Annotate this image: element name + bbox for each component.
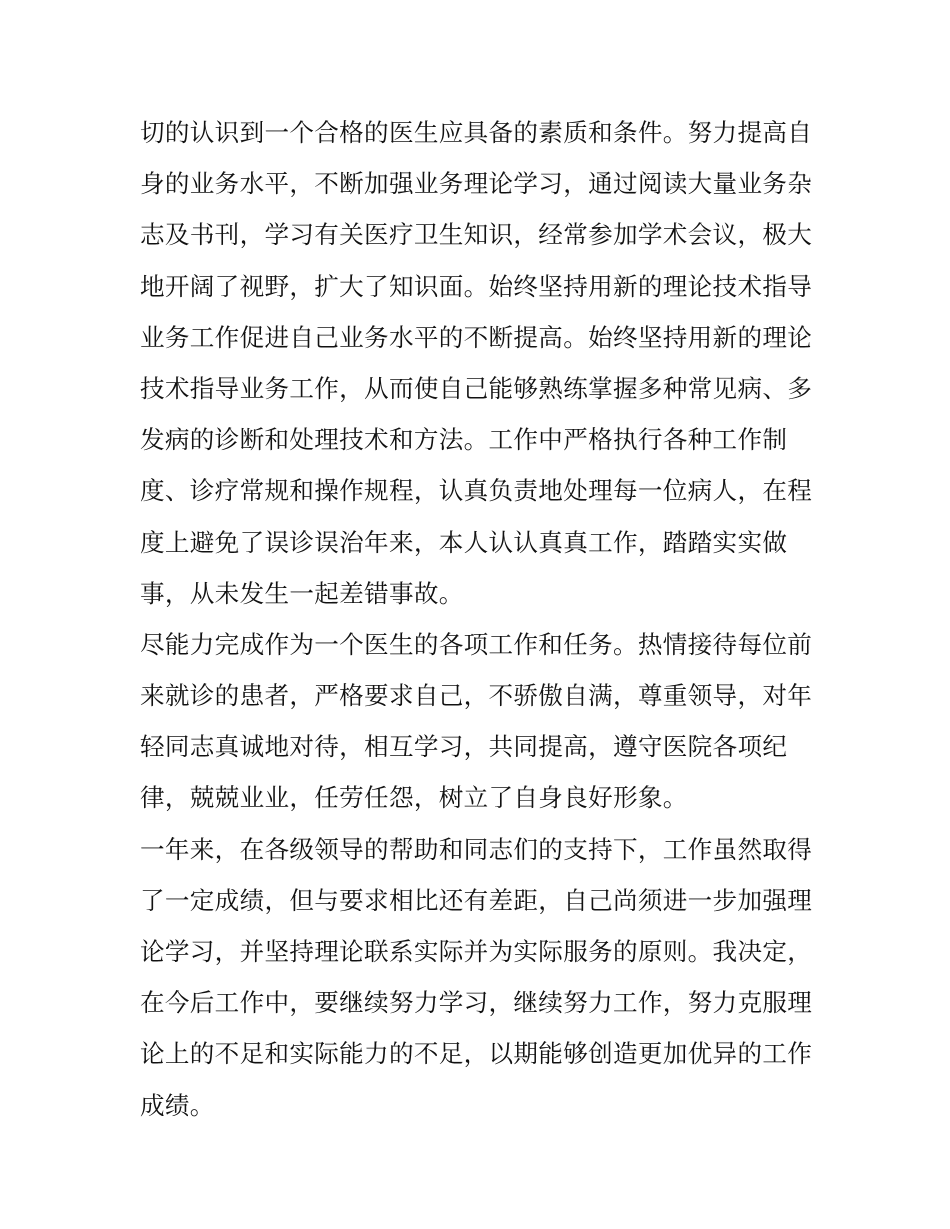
text-line: 轻同志真诚地对待，相互学习，共同提高，遵守医院各项纪 [140,732,788,762]
text-line: 一年来，在各级领导的帮助和同志们的支持下，工作虽然取得 [140,834,813,864]
text-line: 事，从未发生一起差错事故。 [140,578,464,608]
text-line: 了一定成绩，但与要求相比还有差距，自己尚须进一步加强理 [140,885,813,915]
text-line: 论学习，并坚持理论联系实际并为实际服务的原则。我决定， [140,937,813,966]
document-body [140,107,816,1131]
text-line: 论上的不足和实际能力的不足，以期能够创造更加优异的工作 [140,1039,813,1069]
text-line: 切的认识到一个合格的医生应具备的素质和条件。努力提高自 [140,118,813,147]
text-line: 尽能力完成作为一个医生的各项工作和任务。热情接待每位前 [140,629,813,659]
text-line: 发病的诊断和处理技术和方法。工作中严格执行各种工作制 [140,425,788,455]
text-line: 度上避免了误诊误治年来，本人认认真真工作，踏踏实实做 [140,527,788,557]
text-line: 律，兢兢业业，任劳任怨，树立了自身良好形象。 [140,783,688,813]
text-line: 技术指导业务工作，从而使自己能够熟练掌握多种常见病、多 [140,373,813,403]
text-line: 身的业务水平，不断加强业务理论学习，通过阅读大量业务杂 [140,169,813,199]
text-line: 志及书刊，学习有关医疗卫生知识，经常参加学术会议，极大 [140,220,813,250]
paragraph-2 [140,619,816,824]
text-line: 成绩。 [140,1090,215,1120]
text-line: 度、诊疗常规和操作规程，认真负责地处理每一位病人，在程 [140,476,813,506]
text-line: 业务工作促进自己业务水平的不断提高。始终坚持用新的理论 [140,322,813,352]
paragraph-3 [140,824,816,1131]
text-line: 来就诊的患者，严格要求自己，不骄傲自满，尊重领导，对年 [140,681,813,711]
paragraph-1 [140,107,816,619]
text-line: 在今后工作中，要继续努力学习，继续努力工作，努力克服理 [140,988,813,1018]
text-line: 地开阔了视野，扩大了知识面。始终坚持用新的理论技术指导 [140,271,813,301]
